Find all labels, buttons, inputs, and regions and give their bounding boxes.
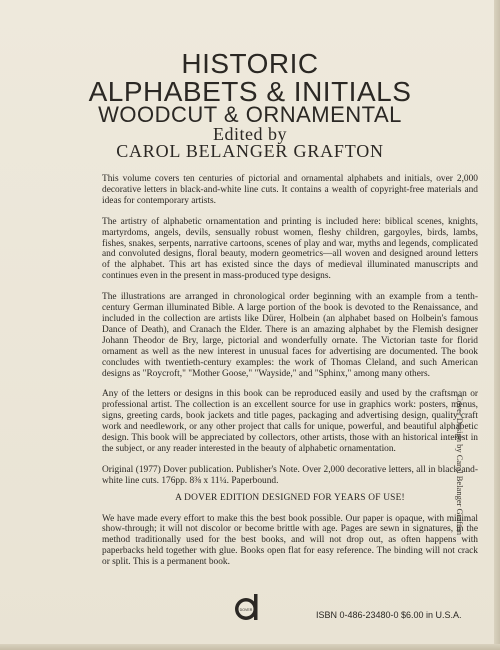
title-line-2: ALPHABETS & INITIALS	[88, 76, 412, 107]
paragraph-publication: Original (1977) Dover publication. Publisher's Note. Over 2,000 decorative letters, all in black-and-white line cuts. 176pp. 8⅜ x 11¼. Paperbound.	[102, 464, 478, 486]
title-line-3: WOODCUT & ORNAMENTAL	[98, 102, 402, 127]
dover-notice-text: We have made every effort to make this the best book possible. Our paper is opaque, with minimal show-through; it will not discolor or become brittle with age. Pages are sewn in signatures, in the method traditionally used for the best books, and will not drop out, as often happens with paperbacks held together with glue. Books open flat for easy reference. The binding will not crack or split. This is a permanent book.	[102, 513, 478, 568]
logo-text: DOVER	[239, 608, 253, 612]
paragraph-usage: Any of the letters or designs in this book can be reproduced easily and used by the craftsman or professional artist. The collection is an excellent source for use in graphics work: posters, menus, signs, greeting cards, book jackets and title pages, packaging and advertising design, quality craft work and needlework, or any other project that calls for unique, powerful, and beautiful alphabetic design. This book will be appreciated by collectors, other artists, those with an historical interest in the subject, or any reader interested in the beauty of alphabetic ornamentation.	[102, 389, 478, 454]
paragraph-illustrations: The illustrations are arranged in chronological order beginning with an example from a tenth-century German illuminated Bible. A large portion of the book is devoted to the Renaissance, and included in the collection are artists like Dürer, Holbein (an alphabet based on Holbein's famous Dance of Death), and Cranach the Elder. There is an amazing alphabet by the Flemish designer Johann Theodor de Bry, large, pictorial and wonderfully ornate. The Victorian taste for florid ornament as well as the new interest in unusual faces for advertising are documented. The book concludes with twentieth-century examples: the work of Thomas Cleland, and such American designs as "Roycroft," "Mother Goose," "Wayside," and "Sphinx," among many others.	[102, 292, 478, 379]
dover-notice-heading: A DOVER EDITION DESIGNED FOR YEARS OF USE!	[175, 492, 405, 503]
dover-logo-icon	[233, 592, 263, 622]
page-edge-bottom	[0, 644, 500, 650]
paragraph-intro: This volume covers ten centuries of pictorial and ornamental alphabets and initials, over 2,000 decorative letters in black-and-white line cuts. It contains a wealth of copyright-free materials and ideas for contemporary artists.	[102, 174, 478, 206]
isbn-number: ISBN 0-486-23480-0	[316, 610, 399, 620]
title-line-1: HISTORIC	[181, 48, 319, 79]
paragraph-artistry: The artistry of alphabetic ornamentation and printing is included here: biblical scenes, knights, martyrdoms, angels, devils, sensually robust women, fleshy children, gargoyles, birds, lambs, fishes, snakes, serpents, narrative cartoons, scenes of play and war, myths and legends, complicated and convoluted designs, floral beauty, modern geometrics—all woven and designed around letters of the alphabet. This art has existed since the days of medieval illuminated manuscripts and continues even in the present in mass-produced type designs.	[102, 216, 478, 282]
description-body	[102, 174, 478, 578]
price-label: $6.00 in U.S.A.	[401, 610, 462, 620]
edited-by-label: Edited by	[213, 124, 287, 144]
editor-name: CAROL BELANGER GRAFTON	[116, 141, 384, 161]
cover-design-credit: Cover Design by Carol Belanger Grafton	[455, 395, 465, 535]
